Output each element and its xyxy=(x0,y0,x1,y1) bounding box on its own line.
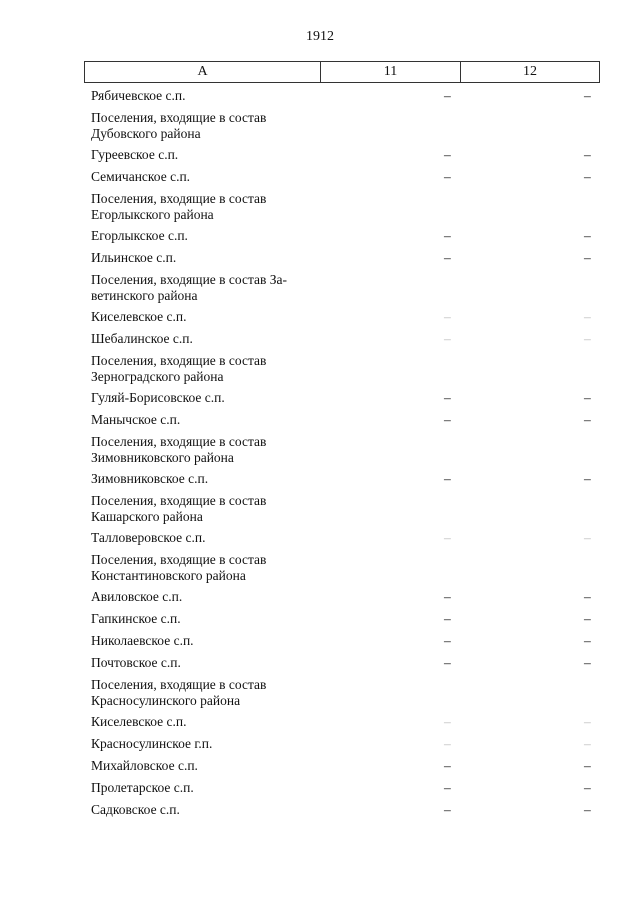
cell-col-11: – xyxy=(444,633,451,648)
table-header xyxy=(84,61,600,83)
cell-col-11: – xyxy=(444,530,451,545)
cell-col-11: – xyxy=(444,331,451,346)
row-label: Садковское с.п. xyxy=(91,802,180,817)
cell-col-11: – xyxy=(444,758,451,773)
cell-col-11: – xyxy=(444,147,451,162)
cell-col-12: – xyxy=(584,250,591,265)
group-heading-label: Поселения, входящие в состав Зимовниковского района xyxy=(91,434,267,465)
cell-col-11: – xyxy=(444,802,451,817)
group-heading-label: Поселения, входящие в состав Зерноградского района xyxy=(91,353,267,384)
row-label: Семичанское с.п. xyxy=(91,169,191,184)
table-row xyxy=(84,756,600,778)
row-label: Гуреевское с.п. xyxy=(91,147,179,162)
cell-col-12: – xyxy=(584,758,591,773)
cell-col-11: – xyxy=(444,736,451,751)
cell-col-12: – xyxy=(584,412,591,427)
group-heading-row xyxy=(84,675,600,712)
group-heading-label: Поселения, входящие в состав Дубовского района xyxy=(91,110,267,141)
row-label: Рябичевское с.п. xyxy=(91,88,186,103)
cell-col-11: – xyxy=(444,390,451,405)
cell-col-11: – xyxy=(444,714,451,729)
table-row xyxy=(84,329,600,351)
table-row xyxy=(84,778,600,800)
row-label: Красносулинское г.п. xyxy=(91,736,213,751)
cell-col-11: – xyxy=(444,169,451,184)
row-label: Гапкинское с.п. xyxy=(91,611,181,626)
row-label: Гуляй-Борисовское с.п. xyxy=(91,390,225,405)
group-heading-row xyxy=(84,351,600,388)
cell-col-11: – xyxy=(444,655,451,670)
table-row xyxy=(84,410,600,432)
row-label: Ильинское с.п. xyxy=(91,250,177,265)
table-row xyxy=(84,609,600,631)
cell-col-12: – xyxy=(584,611,591,626)
group-heading-row xyxy=(84,270,600,307)
cell-col-11: – xyxy=(444,611,451,626)
cell-col-12: – xyxy=(584,331,591,346)
cell-col-12: – xyxy=(584,736,591,751)
group-heading-row xyxy=(84,432,600,469)
row-label: Авиловское с.п. xyxy=(91,589,183,604)
cell-col-11: – xyxy=(444,589,451,604)
cell-col-12: – xyxy=(584,633,591,648)
cell-col-12: – xyxy=(584,471,591,486)
table-row xyxy=(84,307,600,329)
group-heading-label: Поселения, входящие в состав Егорлыкского района xyxy=(91,191,267,222)
row-label: Киселевское с.п. xyxy=(91,309,187,324)
group-heading-label: Поселения, входящие в состав За-ветинского района xyxy=(91,272,288,303)
cell-col-12: – xyxy=(584,655,591,670)
row-label: Пролетарское с.п. xyxy=(91,780,194,795)
cell-col-12: – xyxy=(584,309,591,324)
cell-col-12: – xyxy=(584,802,591,817)
group-heading-row xyxy=(84,108,600,145)
cell-col-11: – xyxy=(444,250,451,265)
row-label: Зимовниковское с.п. xyxy=(91,471,209,486)
cell-col-12: – xyxy=(584,147,591,162)
row-label: Шебалинское с.п. xyxy=(91,331,193,346)
cell-col-11: – xyxy=(444,412,451,427)
header-col-a: А xyxy=(85,62,321,82)
table-row xyxy=(84,469,600,491)
page-number: 1912 xyxy=(306,29,334,44)
row-label: Почтовское с.п. xyxy=(91,655,181,670)
cell-col-12: – xyxy=(584,530,591,545)
table-body xyxy=(84,86,600,822)
header-col-12: 12 xyxy=(523,64,537,79)
cell-col-12: – xyxy=(584,88,591,103)
row-label: Михайловское с.п. xyxy=(91,758,198,773)
table-row xyxy=(84,631,600,653)
cell-col-12: – xyxy=(584,169,591,184)
group-heading-label: Поселения, входящие в состав Кашарского района xyxy=(91,493,267,524)
table-row xyxy=(84,86,600,108)
cell-col-12: – xyxy=(584,780,591,795)
cell-col-12: – xyxy=(584,714,591,729)
row-label: Манычское с.п. xyxy=(91,412,181,427)
row-label: Николаевское с.п. xyxy=(91,633,194,648)
table-row xyxy=(84,388,600,410)
cell-col-12: – xyxy=(584,589,591,604)
cell-col-12: – xyxy=(584,390,591,405)
group-heading-label: Поселения, входящие в состав Константиновского района xyxy=(91,552,267,583)
group-heading-row xyxy=(84,550,600,587)
row-label: Талловеровское с.п. xyxy=(91,530,206,545)
group-heading-row xyxy=(84,189,600,226)
table-row xyxy=(84,248,600,270)
group-heading-label: Поселения, входящие в состав Красносулинского района xyxy=(91,677,267,708)
cell-col-11: – xyxy=(444,309,451,324)
cell-col-11: – xyxy=(444,471,451,486)
table-row xyxy=(84,587,600,609)
table-row xyxy=(84,528,600,550)
table-row xyxy=(84,653,600,675)
cell-col-11: – xyxy=(444,228,451,243)
group-heading-row xyxy=(84,491,600,528)
cell-col-11: – xyxy=(444,88,451,103)
table-row xyxy=(84,167,600,189)
table-row xyxy=(84,734,600,756)
table-row xyxy=(84,800,600,822)
cell-col-11: – xyxy=(444,780,451,795)
table-row xyxy=(84,145,600,167)
header-col-11: 11 xyxy=(321,62,461,82)
cell-col-12: – xyxy=(584,228,591,243)
row-label: Киселевское с.п. xyxy=(91,714,187,729)
table-row xyxy=(84,226,600,248)
row-label: Егорлыкское с.п. xyxy=(91,228,188,243)
table-row xyxy=(84,712,600,734)
